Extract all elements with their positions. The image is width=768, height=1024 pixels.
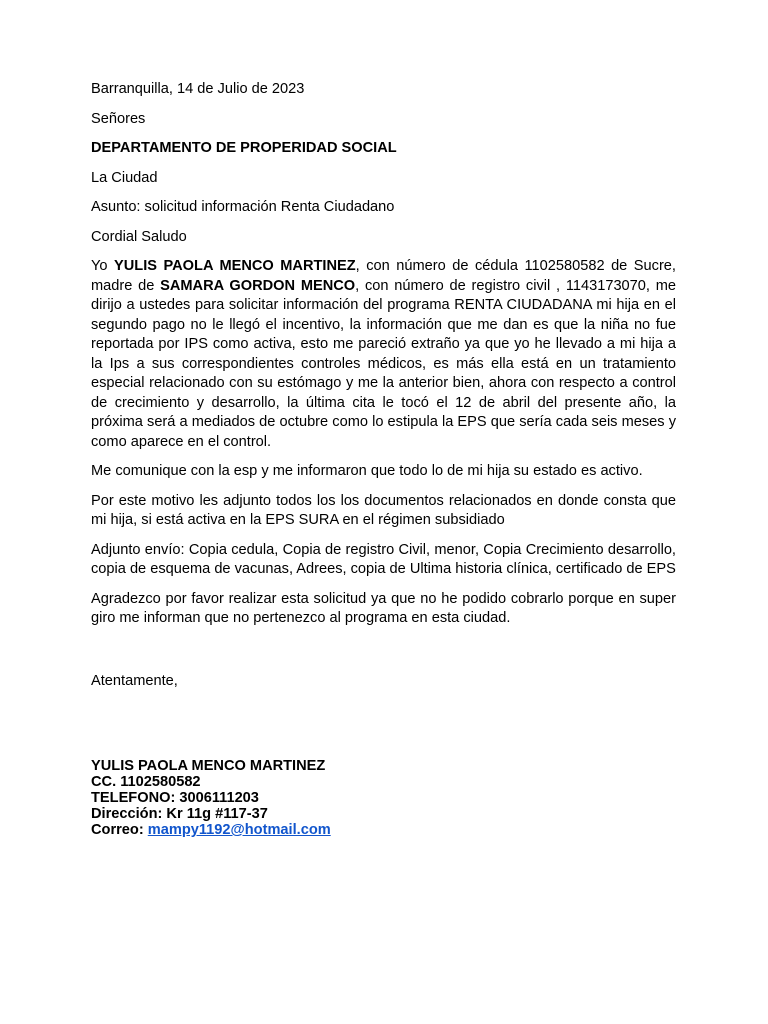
p1-text-2: , con número de cédula 1102580582 de Sucre, madre de bbox=[91, 258, 676, 294]
body-paragraph-2: Me comunique con la esp y me informaron que todo lo de mi hija su estado es activo. bbox=[91, 463, 643, 479]
signature-phone: TELEFONO: 3006111203 bbox=[91, 790, 259, 806]
greeting: Cordial Saludo bbox=[91, 228, 187, 245]
closing: Atentamente, bbox=[91, 672, 178, 689]
letter-page bbox=[91, 80, 676, 838]
place-date: Barranquilla, 14 de Julio de 2023 bbox=[91, 81, 305, 97]
salutation-to: Señores bbox=[91, 110, 146, 127]
recipient bbox=[91, 139, 676, 159]
signature-block bbox=[91, 758, 676, 838]
p1-text-3: , con número de registro civil , 1143173070, me dirijo a ustedes para solicitar información del programa RENTA CIUDADANA mi hija en el segundo pago no le llegó el incentivo, la información que me dan es que la niña no fue reportada por IPS como activa, esto me pareció extraño ya que yo he llevado a mi hija a la Ips a sus correspondientes controles médicos, es más ella está en un tratamiento especial relacionado con su estómago y me la anterior bien, ahora con respecto a control de crecimiento y desarrollo, la última cita le tocó el 12 de abril del presente año, la próxima será a mediados de octubre como lo estipula la EPS que sería cada seis meses y como aparece en el control. bbox=[91, 277, 676, 450]
signature-name: YULIS PAOLA MENCO MARTINEZ bbox=[91, 758, 326, 774]
body-paragraph-5: Agradezco por favor realizar esta solicitud ya que no he podido cobrarlo porque en super giro me informan que no pertenezco al programa en esta ciudad. bbox=[91, 590, 676, 626]
subject-line: Asunto: solicitud información Renta Ciudadano bbox=[91, 199, 395, 215]
body-paragraph-3: Por este motivo les adjunto todos los los documentos relacionados en donde consta que mi hija, si está activa en la EPS SURA en el régimen subsidiado bbox=[91, 492, 676, 528]
body-paragraph-4: Adjunto envío: Copia cedula, Copia de registro Civil, menor, Copia Crecimiento desarrollo, copia de esquema de vacunas, Adrees, copia de Ultima historia clínica, certificado de EPS bbox=[91, 541, 676, 577]
email-label: Correo: bbox=[91, 822, 148, 838]
signature-address: Dirección: Kr 11g #117-37 bbox=[91, 806, 268, 822]
p1-text-1: Yo bbox=[91, 258, 115, 274]
email-link[interactable]: mampy1192@hotmail.com bbox=[147, 822, 331, 838]
signature-cc: CC. 1102580582 bbox=[91, 774, 201, 790]
city-line: La Ciudad bbox=[91, 169, 158, 186]
recipient-text: DEPARTAMENTO DE PROPERIDAD SOCIAL bbox=[91, 140, 397, 156]
child-name-inline: SAMARA GORDON MENCO bbox=[160, 277, 356, 294]
body-paragraph-1 bbox=[91, 257, 676, 452]
signature-email-line bbox=[91, 822, 676, 838]
sender-name-inline: YULIS PAOLA MENCO MARTINEZ bbox=[114, 258, 356, 274]
